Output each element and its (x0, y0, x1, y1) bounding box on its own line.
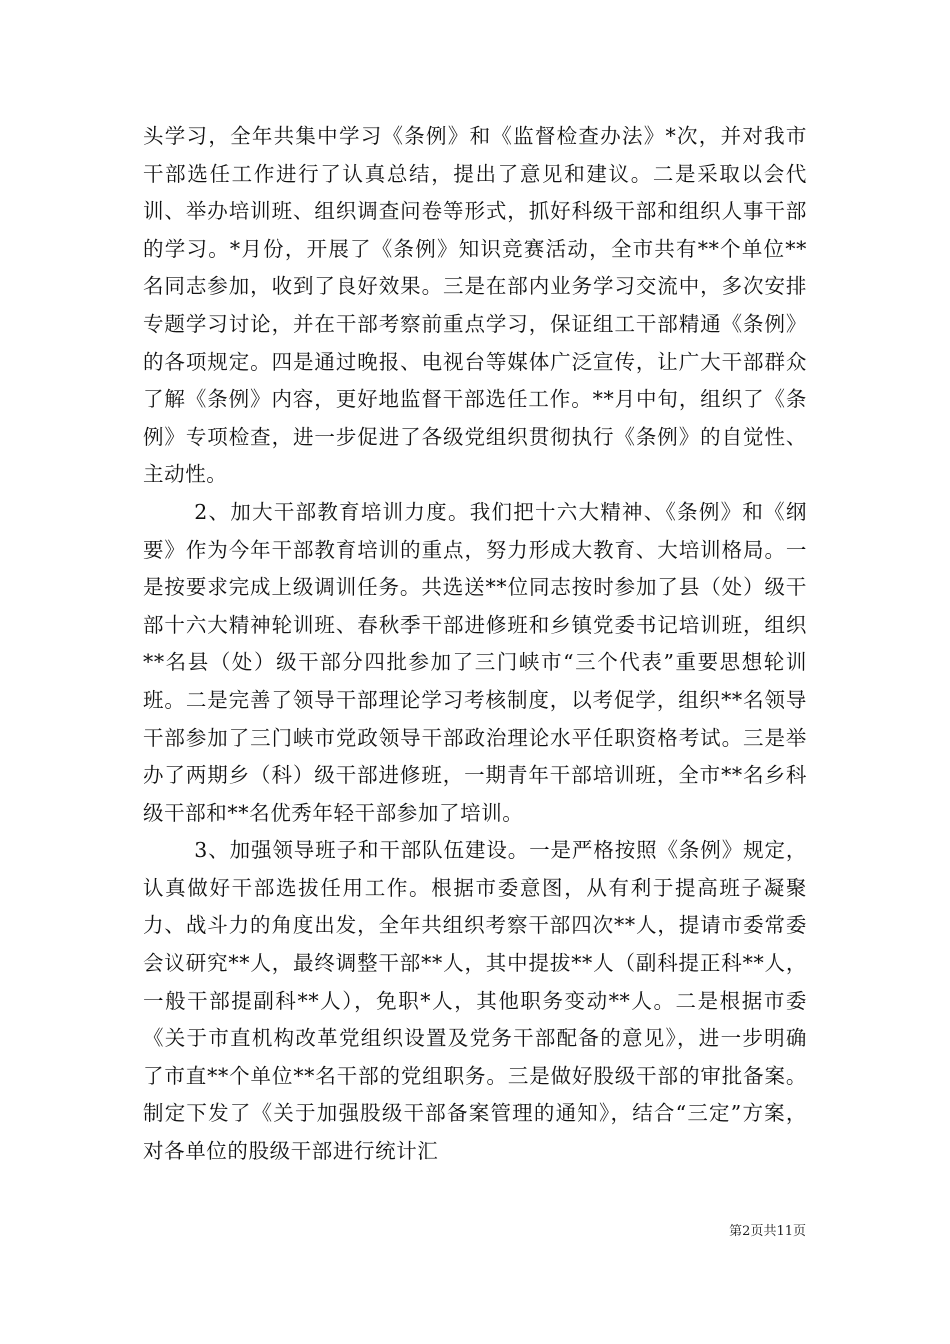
paragraph-1: 头学习，全年共集中学习《条例》和《监督检查办法》*次，并对我市干部选任工作进行了认真总结，提出了意见和建议。二是采取以会代训、举办培训班、组织调查问卷等形式，抓好科级干部和组织人事干部的学习。*月份，开展了《条例》知识竞赛活动，全市共有**个单位**名同志参加，收到了良好效果。三是在部内业务学习交流中，多次安排专题学习讨论，并在干部考察前重点学习，保证组工干部精通《条例》的各项规定。四是通过晚报、电视台等媒体广泛宣传，让广大干部群众了解《条例》内容，更好地监督干部选任工作。**月中旬，组织了《条例》专项检查，进一步促进了各级党组织贯彻执行《条例》的自觉性、主动性。 (143, 124, 807, 487)
paragraph-2: 2、加大干部教育培训力度。我们把十六大精神、《条例》和《纲要》作为今年干部教育培训的重点，努力形成大教育、大培训格局。一是按要求完成上级调训任务。共选送**位同志按时参加了县（处）级干部十六大精神轮训班、春秋季干部进修班和乡镇党委书记培训班，组织**名县（处）级干部分四批参加了三门峡市“三个代表”重要思想轮训班。二是完善了领导干部理论学习考核制度，以考促学，组织**名领导干部参加了三门峡市党政领导干部政治理论水平任职资格考试。三是举办了两期乡（科）级干部进修班，一期青年干部培训班，全市**名乡科级干部和**名优秀年轻干部参加了培训。 (143, 499, 807, 825)
page-number-footer: 第2页共11页 (729, 1224, 806, 1239)
paragraph-3: 3、加强领导班子和干部队伍建设。一是严格按照《条例》规定，认真做好干部选拔任用工作。根据市委意图，从有利于提高班子凝聚力、战斗力的角度出发，全年共组织考察干部四次**人，提请市委常委会议研究**人，最终调整干部**人，其中提拔**人（副科提正科**人，一般干部提副科**人），免职*人，其他职务变动**人。二是根据市委《关于市直机构改革党组织设置及党务干部配备的意见》，进一步明确了市直**个单位**名干部的党组职务。三是做好股级干部的审批备案。制定下发了《关于加强股级干部备案管理的通知》，结合“三定”方案，对各单位的股级干部进行统计汇 (143, 838, 807, 1164)
document-body (143, 118, 807, 1171)
